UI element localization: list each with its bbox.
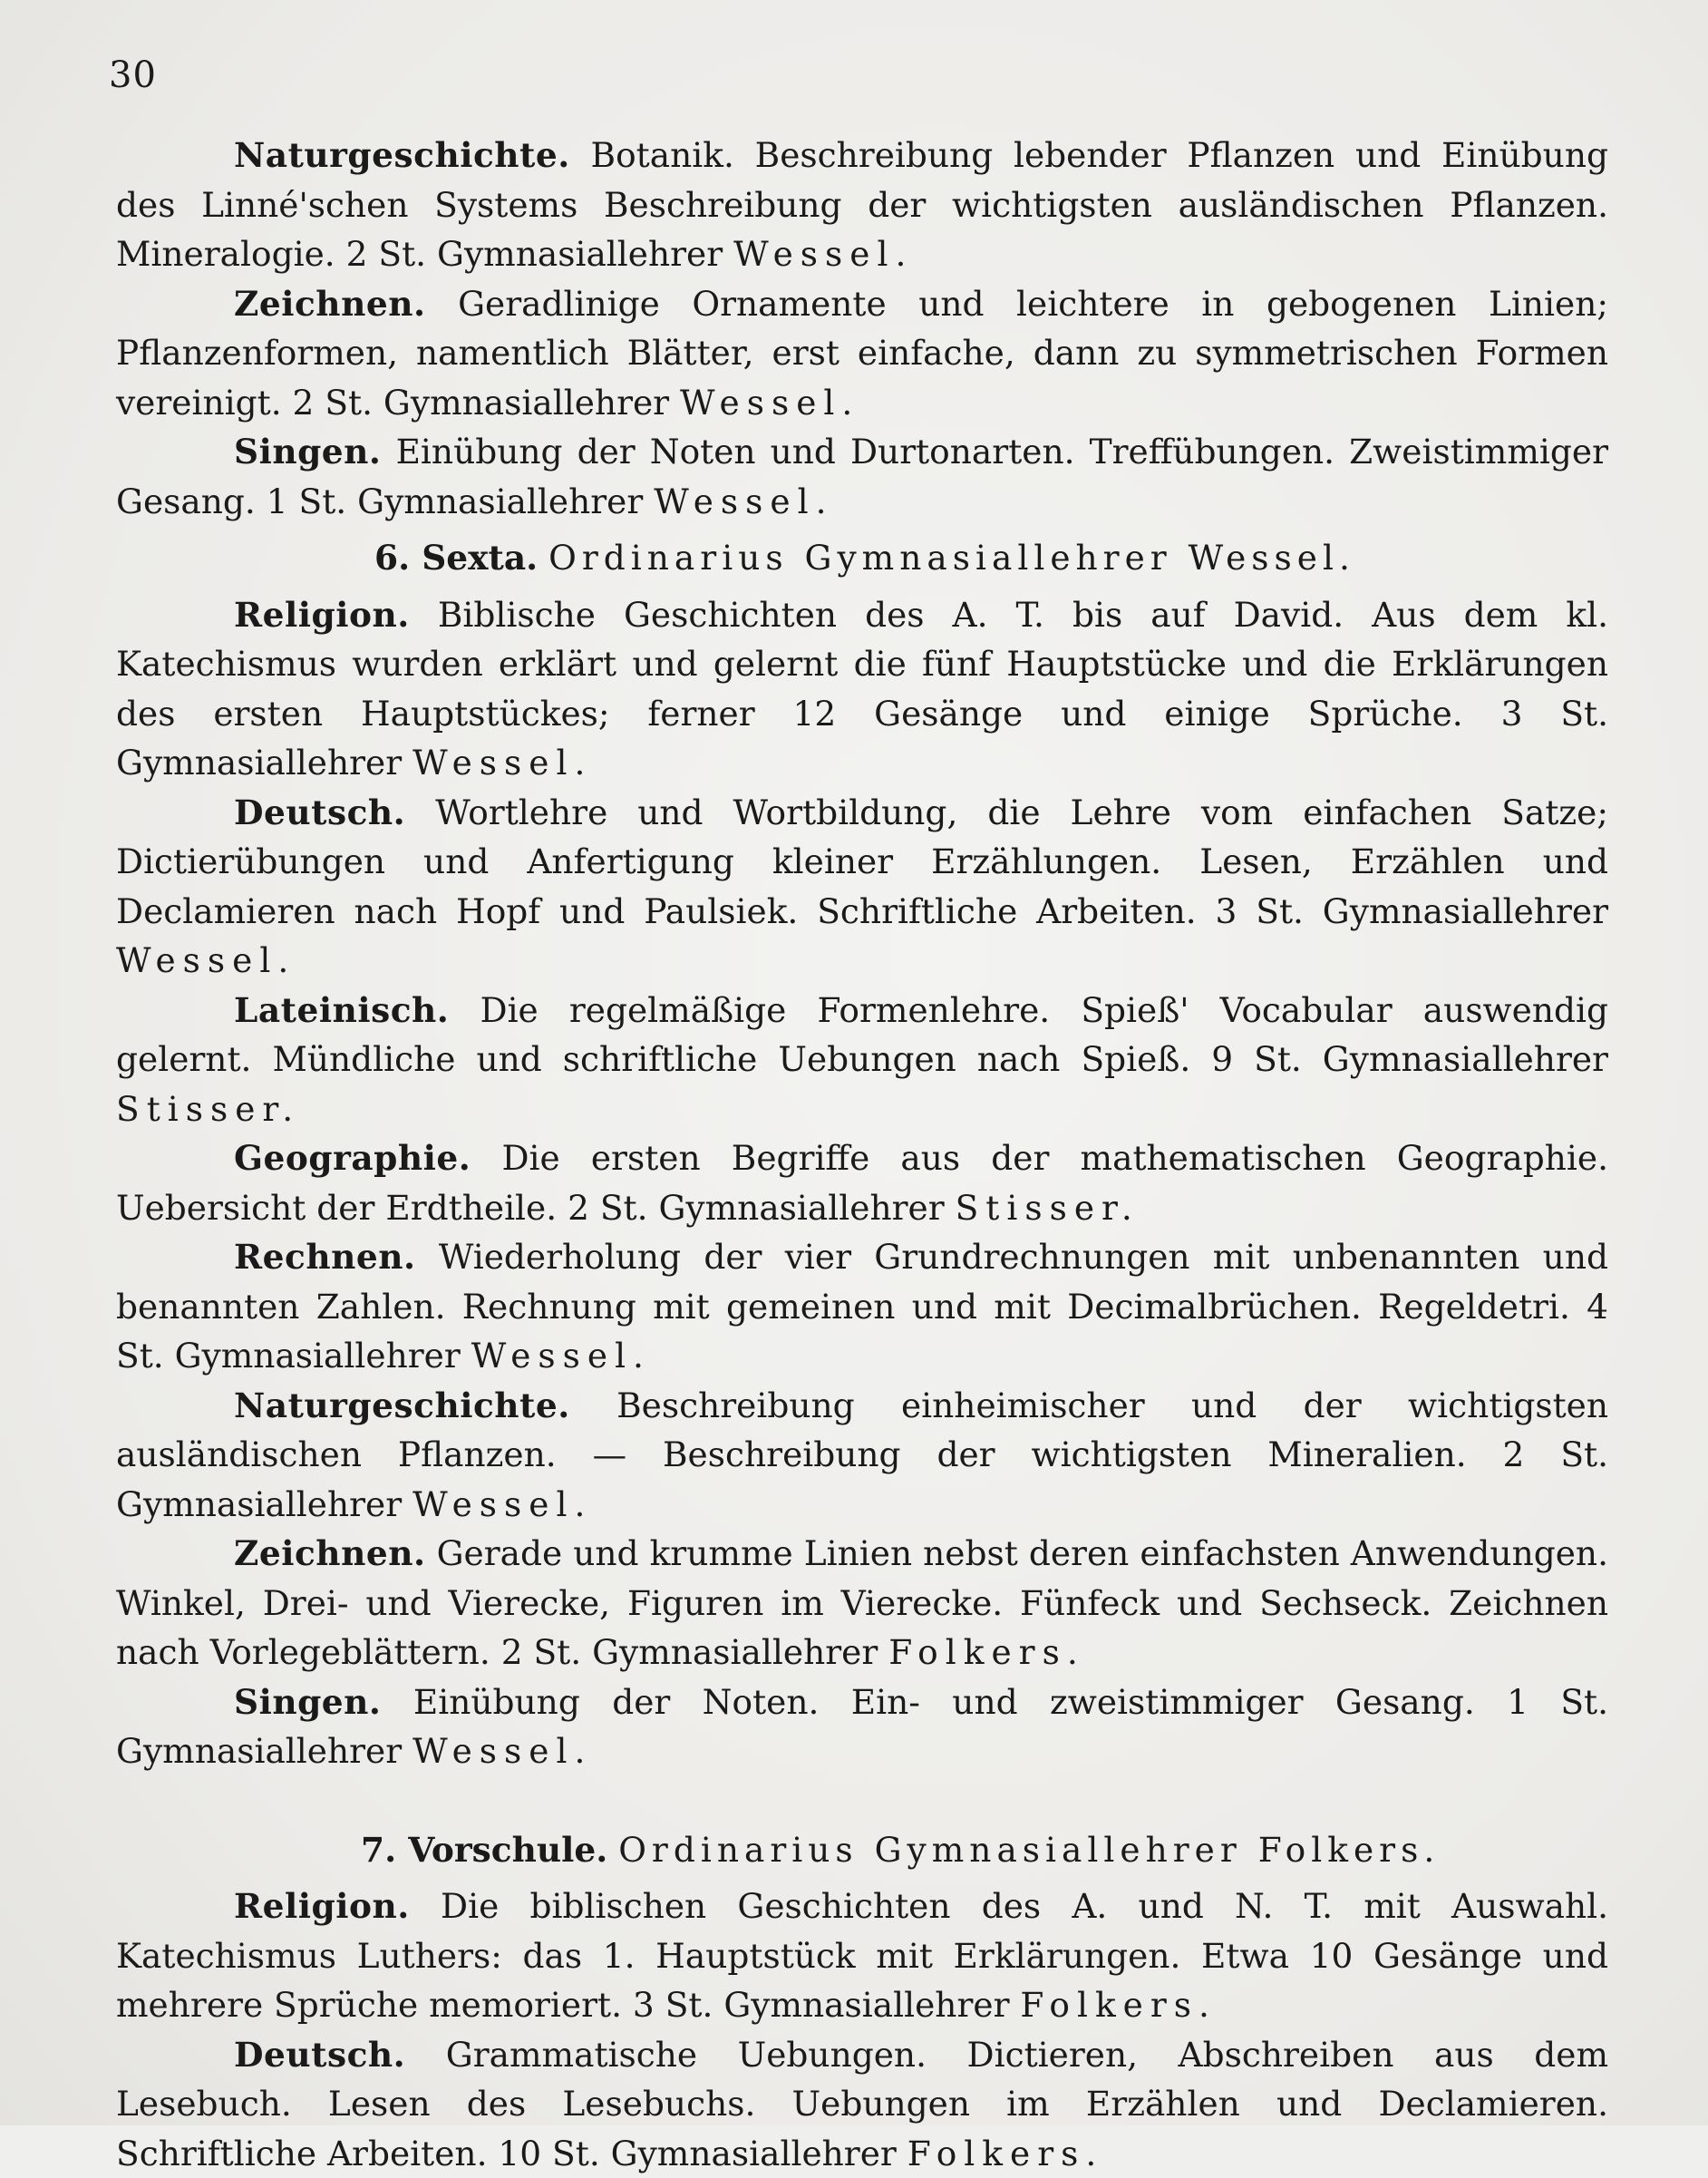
- section-number: 6. Sexta.: [374, 538, 538, 578]
- entry-text: Einübung der Noten. Ein- und zweistimmiger Gesang. 1 St. Gymnasiallehrer: [116, 1682, 1608, 1772]
- entry-text: Biblische Geschichten des A. T. bis auf David. Aus dem kl. Katechismus wurden erklärt und gelernt die fünf Hauptstücke und die Erklärungen des ersten Hauptstückes; ferner 12 Gesänge und einige Sprüche. 3 St. Gymnasiallehrer: [116, 595, 1608, 783]
- page-number: 30: [109, 54, 157, 96]
- entry-text: Geradlinige Ornamente und leichtere in gebogenen Linien; Pflanzenformen, namentlich Blätter, erst einfache, dann zu symmetrischen Formen vereinigt. 2 St. Gymnasiallehrer: [116, 284, 1608, 423]
- entry-text: Die regelmäßige Formenlehre. Spieß' Vocabular auswendig gelernt. Mündliche und schriftliche Uebungen nach Spieß. 9 St. Gymnasiallehrer: [116, 990, 1608, 1080]
- entry-religion: [116, 590, 1608, 788]
- entry-text: Die ersten Begriffe aus der mathematischen Geographie. Uebersicht der Erdtheile. 2 St. Gymnasiallehrer: [116, 1138, 1608, 1228]
- section-ordinarius: Ordinarius Gymnasiallehrer Wessel.: [548, 538, 1355, 578]
- teacher-name: Wessel.: [412, 1731, 592, 1771]
- entry-zeichnen-top: [116, 279, 1608, 428]
- entry-text: Wortlehre und Wortbildung, die Lehre vom einfachen Satze; Dictierübungen und Anfertigung kleiner Erzählungen. Lesen, Erzählen und Declamieren nach Hopf und Paulsiek. Schriftliche Arbeiten. 3 St. Gymnasiallehrer: [116, 792, 1608, 931]
- entry-rechnen: [116, 1232, 1608, 1381]
- entry-zeichnen: [116, 1529, 1608, 1677]
- subject-label: Zeichnen.: [234, 284, 426, 324]
- teacher-name: Folkers.: [1020, 1985, 1217, 2025]
- entry-deutsch: [116, 788, 1608, 986]
- teacher-name: Wessel.: [733, 234, 913, 274]
- teacher-name: Stisser.: [956, 1188, 1140, 1228]
- subject-label: Zeichnen.: [234, 1533, 426, 1573]
- entry-text: Beschreibung einheimischer und der wichtigsten ausländischen Pflanzen. — Beschreibung der wichtigsten Mineralien. 2 St. Gymnasiallehrer: [116, 1386, 1608, 1524]
- teacher-name: Wessel.: [680, 383, 859, 423]
- entry-text: Botanik. Beschreibung lebender Pflanzen und Einübung des Linné'schen Systems Beschreibung der wichtigsten ausländischen Pflanzen. Mineralogie. 2 St. Gymnasiallehrer: [116, 135, 1608, 274]
- subject-label: Lateinisch.: [234, 990, 449, 1030]
- entry-naturgeschichte-top: [116, 131, 1608, 279]
- entry-singen: [116, 1677, 1608, 1776]
- entry-religion-vorschule: [116, 1881, 1608, 2030]
- teacher-name: Folkers.: [907, 2134, 1104, 2173]
- entry-text: Grammatische Uebungen. Dictieren, Abschreiben aus dem Lesebuch. Lesen des Lesebuchs. Uebungen im Erzählen und Declamieren. Schriftliche Arbeiten. 10 St. Gymnasiallehrer: [116, 2035, 1608, 2173]
- teacher-name: Wessel.: [412, 743, 592, 783]
- entry-text: Wiederholung der vier Grundrechnungen mit unbenannten und benannten Zahlen. Rechnung mit gemeinen und mit Decimalbrüchen. Regeldetri. 4 St. Gymnasiallehrer: [116, 1237, 1608, 1376]
- subject-label: Naturgeschichte.: [234, 135, 570, 175]
- teacher-name: Stisser.: [116, 1089, 300, 1129]
- teacher-name: Wessel.: [471, 1336, 651, 1376]
- section-heading-sexta: [116, 533, 1608, 583]
- entry-naturgeschichte: [116, 1381, 1608, 1530]
- subject-label: Deutsch.: [234, 792, 405, 832]
- subject-label: Geographie.: [234, 1138, 471, 1178]
- entry-text: Einübung der Noten und Durtonarten. Treffübungen. Zweistimmiger Gesang. 1 St. Gymnasiallehrer: [116, 432, 1608, 521]
- subject-label: Deutsch.: [234, 2035, 405, 2075]
- teacher-name: Wessel.: [412, 1484, 592, 1524]
- subject-label: Religion.: [234, 595, 410, 635]
- section-heading-vorschule: [116, 1825, 1608, 1875]
- page-body: [116, 131, 1608, 2178]
- subject-label: Naturgeschichte.: [234, 1386, 570, 1425]
- subject-label: Singen.: [234, 1682, 382, 1722]
- section-number: 7. Vorschule.: [361, 1830, 607, 1870]
- entry-lateinisch: [116, 986, 1608, 1134]
- subject-label: Religion.: [234, 1886, 410, 1926]
- subject-label: Singen.: [234, 432, 382, 472]
- section-ordinarius: Ordinarius Gymnasiallehrer Folkers.: [618, 1830, 1440, 1870]
- entry-singen-top: [116, 427, 1608, 526]
- entry-text: Die biblischen Geschichten des A. und N. T. mit Auswahl. Katechismus Luthers: das 1. Hauptstück mit Erklärungen. Etwa 10 Gesänge und mehrere Sprüche memoriert. 3 St. Gymnasiallehrer: [116, 1886, 1608, 2025]
- teacher-name: Wessel.: [654, 481, 833, 521]
- subject-label: Rechnen.: [234, 1237, 416, 1277]
- entry-text: Gerade und krumme Linien nebst deren einfachsten Anwendungen. Winkel, Drei- und Vierecke, Figuren im Vierecke. Fünfeck und Sechseck. Zeichnen nach Vorlegeblättern. 2 St. Gymnasiallehrer: [116, 1533, 1608, 1672]
- entry-geographie: [116, 1133, 1608, 1232]
- teacher-name: Wessel.: [116, 940, 296, 980]
- entry-deutsch-vorschule: [116, 2030, 1608, 2178]
- teacher-name: Folkers.: [888, 1632, 1085, 1672]
